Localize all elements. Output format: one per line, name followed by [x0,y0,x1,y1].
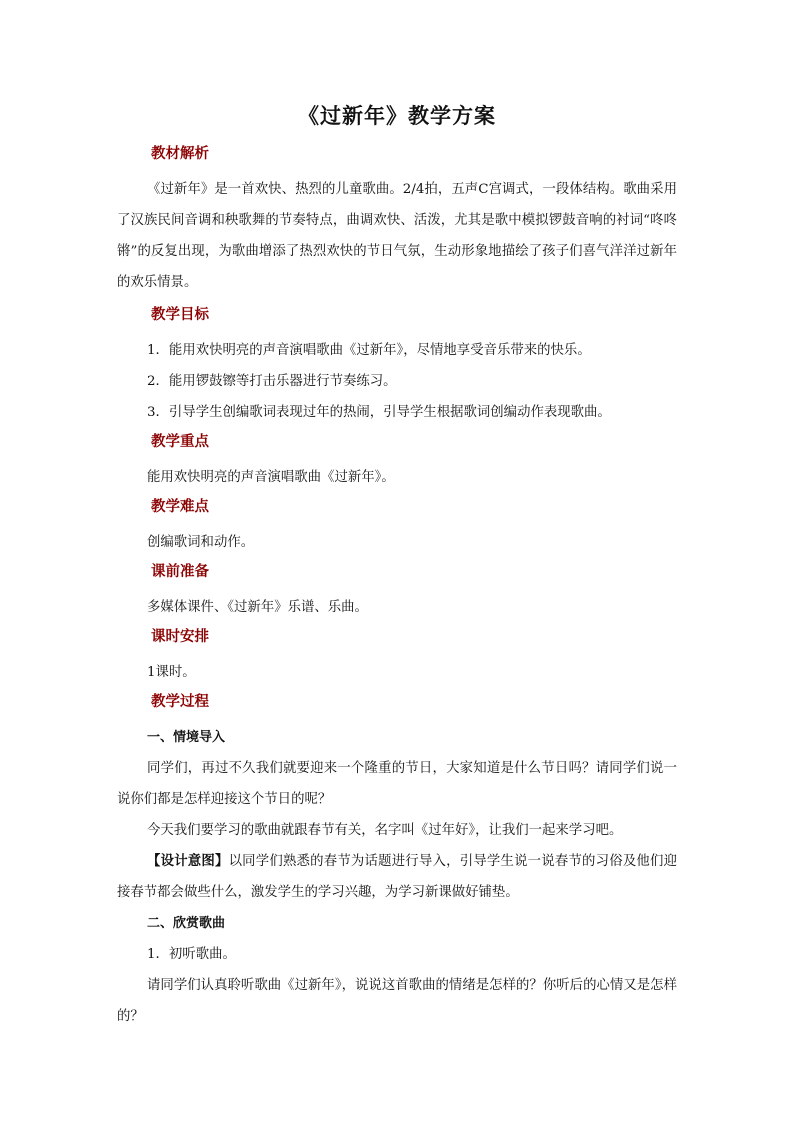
design-intent-text: 以同学们熟悉的春节为话题进行导入，引导学生说一说春节的习俗及他们迎接春节都会做些什么，激发学生的学习兴趣，为学习新课做好铺垫。 [117,854,678,900]
section-listen-title: 二、欣赏歌曲 [147,916,226,931]
key-point-text: 能用欢快明亮的声音演唱歌曲《过新年》。 [147,470,395,485]
goal-item-1: 1．能用欢快明亮的声音演唱歌曲《过新年》，尽情地享受音乐带来的快乐。 [147,343,591,358]
document-title: 《过新年》教学方案 [298,104,496,128]
goal-item-2: 2．能用锣鼓镲等打击乐器进行节奏练习。 [147,374,397,389]
goal-item-3: 3．引导学生创编歌词表现过年的热闹，引导学生根据歌词创编动作表现歌曲。 [147,405,611,420]
document-body [117,143,677,1032]
heading-difficulty: 教学难点 [151,499,209,515]
heading-goals: 教学目标 [151,307,209,323]
heading-preparation: 课前准备 [151,564,209,580]
difficulty-text: 创编歌词和动作。 [147,535,255,550]
analysis-paragraph: 《过新年》是一首欢快、热烈的儿童歌曲。2/4拍，五声C宫调式，一段体结构。歌曲采用了汉族民间音调和秧歌舞的节奏特点，曲调欢快、活泼，尤其是歌中模拟锣鼓音响的衬词“咚咚锵”的反复出现，为歌曲增添了热烈欢快的节日气氛，生动形象地描绘了孩子们喜气洋洋过新年的欢乐情景。 [117,182,677,290]
design-intent-paragraph [117,846,677,908]
section-intro-title: 一、情境导入 [147,730,226,745]
design-intent-tag: 【设计意图】 [147,853,229,869]
listen-step-1: 1．初听歌曲。 [147,947,236,962]
preparation-text: 多媒体课件、《过新年》乐谱、乐曲。 [147,600,368,615]
intro-paragraph-2: 今天我们要学习的歌曲就跟春节有关，名字叫《过年好》，让我们一起来学习吧。 [147,823,623,838]
heading-key-point: 教学重点 [151,434,209,450]
heading-process: 教学过程 [151,694,209,710]
schedule-text: 1课时。 [147,665,196,680]
listen-paragraph-1: 请同学们认真聆听歌曲《过新年》，说说这首歌曲的情绪是怎样的？你听后的心情又是怎样的？ [117,978,677,1024]
heading-analysis: 教材解析 [151,146,209,162]
intro-paragraph-1: 同学们，再过不久我们就要迎来一个隆重的节日，大家知道是什么节日吗？请同学们说一说你们都是怎样迎接这个节日的呢？ [117,761,677,807]
heading-schedule: 课时安排 [151,629,209,645]
